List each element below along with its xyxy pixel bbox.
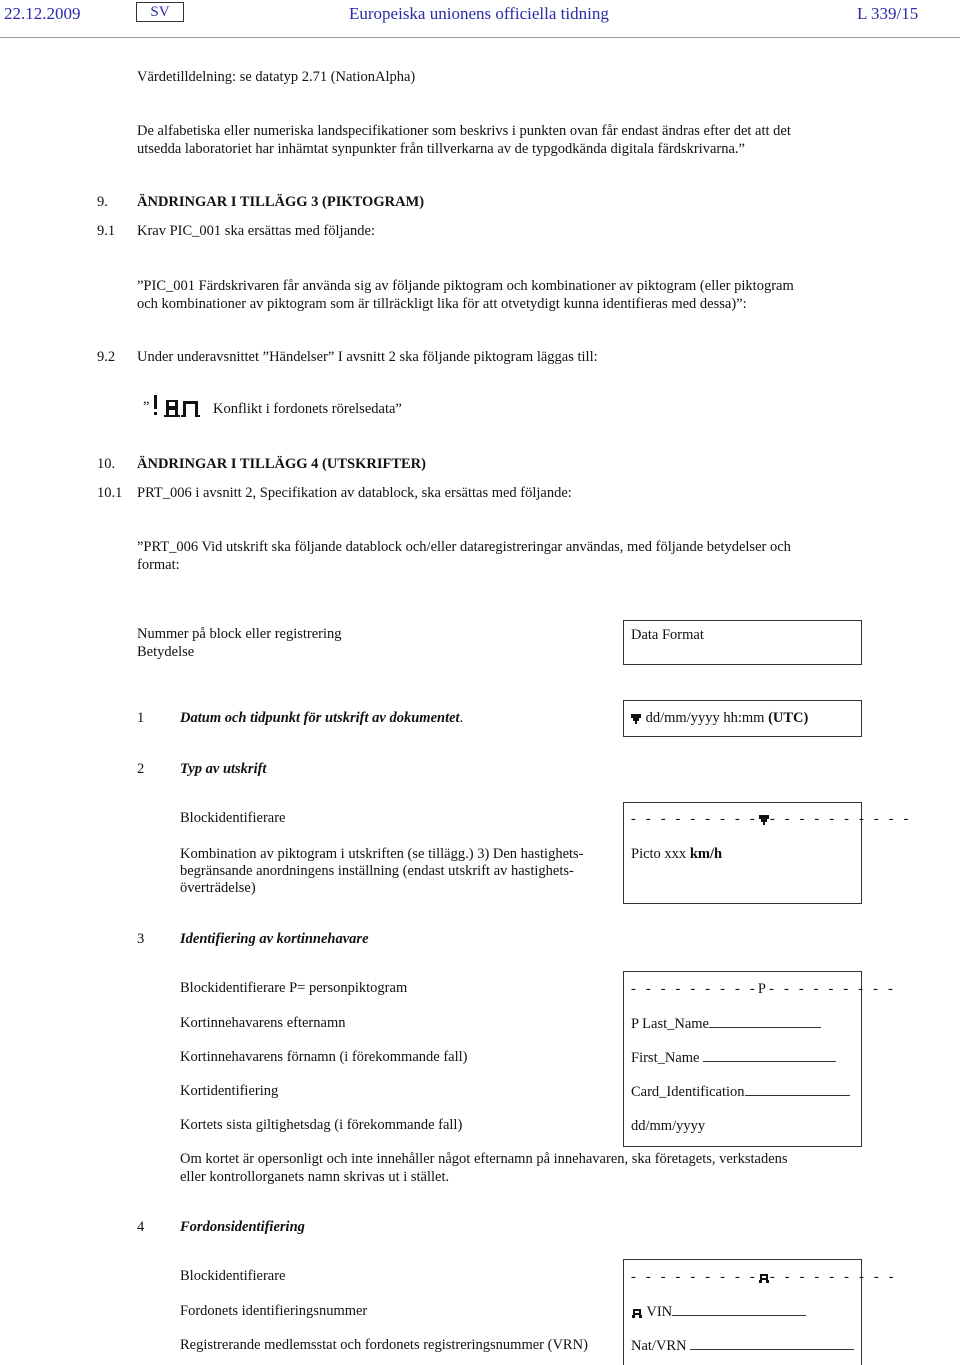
block-4-format-box <box>623 1259 897 1365</box>
block-2-dash-line <box>631 810 912 828</box>
pic001-line-2: och kombinationer av piktogram som är tillräckligt lika för att otvetydigt kunna identifieras med dessa)”: <box>137 296 747 312</box>
block-3-row-format: Card_Identification <box>631 1084 745 1100</box>
block-2-row-2-line-3: överträdelse) <box>180 880 256 896</box>
block-2-row-1-label: Blockidentifierare <box>180 810 286 826</box>
value-assignment: Värdetilldelning: se datatyp 2.71 (NationAlpha) <box>137 69 416 85</box>
section-9-1-number: 9.1 <box>97 223 116 239</box>
block-3-format-box <box>623 971 896 1147</box>
block-1-title-end: . <box>459 710 464 726</box>
prt006-line-1: ”PRT_006 Vid utskrift ska följande datablock och/eller dataregistreringar användas, med följande betydelser och <box>137 539 791 555</box>
header-date: 22.12.2009 <box>4 4 81 23</box>
section-9-1-text: Krav PIC_001 ska ersättas med följande: <box>137 223 375 239</box>
section-10-1-number: 10.1 <box>97 485 123 501</box>
block-4-format-line <box>631 1303 806 1321</box>
block-3-title: Identifiering av kortinnehavare <box>180 931 369 947</box>
section-9-2-number: 9.2 <box>97 349 116 365</box>
block-4-vin-format: VIN <box>646 1304 673 1320</box>
block-3-row-format: - - - - - - - - -P- - - - - - - - - <box>631 981 896 997</box>
block-4-dash-line <box>631 1268 897 1286</box>
printer-pictogram-icon <box>758 814 770 826</box>
header-divider <box>0 37 960 38</box>
block-3-format-line <box>631 1049 836 1067</box>
block-4-title: Fordonsidentifiering <box>180 1219 305 1235</box>
block-4-row-1-label: Blockidentifierare <box>180 1268 286 1284</box>
block-3-row-format: P Last_Name <box>631 1016 709 1032</box>
block-2-format-box <box>623 802 912 904</box>
block-2-format-line <box>631 845 722 863</box>
pictogram-description: Konflikt i fordonets rörelsedata” <box>213 401 402 417</box>
intro-paragraph-line-1: De alfabetiska eller numeriska landspecifikationer som beskrivs i punkten ovan får endast ändras efter det att det <box>137 123 791 139</box>
block-3-row-label: Kortets sista giltighetsdag (i förekommande fall) <box>180 1117 463 1133</box>
block-4-format-line <box>631 1337 854 1355</box>
page-reference: L 339/15 <box>857 4 919 23</box>
section-9-number: 9. <box>97 194 108 210</box>
block-3-row-label: Kortidentifiering <box>180 1083 279 1099</box>
block-2-format-unit: km/h <box>689 846 723 862</box>
block-1-format-line <box>630 709 808 727</box>
block-2-number: 2 <box>137 761 145 777</box>
block-3-note-line-1: Om kortet är opersonligt och inte innehåller något efternamn på innehavaren, ska företagets, verkstadens <box>180 1151 788 1167</box>
block-4-dashes-left: - - - - - - - - - <box>631 1269 758 1285</box>
fill-line <box>672 1303 806 1316</box>
fill-line <box>709 1015 821 1028</box>
block-3-row-label: Kortinnehavarens efternamn <box>180 1015 346 1031</box>
fill-line <box>690 1337 854 1350</box>
block-2-title: Typ av utskrift <box>180 761 267 777</box>
block-4-row-2-label: Fordonets identifieringsnummer <box>180 1303 368 1319</box>
language-badge: SV <box>136 2 184 22</box>
intro-paragraph-line-2: utsedda laboratoriet har inhämtat synpunkter från tillverkarna av de typgodkända digitala färdskrivarna.” <box>137 141 745 157</box>
block-1-format-utc: (UTC) <box>768 710 809 726</box>
table-header-right: Data Format <box>631 627 704 643</box>
block-1-format-box <box>623 700 862 737</box>
block-3-row-format: dd/mm/yyyy <box>631 1118 706 1134</box>
pictogram-quote-open: ” <box>143 399 150 415</box>
block-3-note-line-2: eller kontrollorganets namn skrivas ut i stället. <box>180 1169 450 1185</box>
block-1-title-wrap <box>180 709 463 727</box>
prt006-line-2: format: <box>137 557 180 573</box>
table-header-format-box <box>623 620 862 665</box>
section-9-title: ÄNDRINGAR I TILLÄGG 3 (PIKTOGRAM) <box>137 194 425 210</box>
block-2-dashes-left: - - - - - - - - - <box>631 811 758 827</box>
block-2-row-2-line-2: begränsande anordningens inställning (endast utskrift av hastighets- <box>180 863 574 879</box>
block-3-format-line <box>631 1083 850 1101</box>
table-header-left-line-2: Betydelse <box>137 644 195 660</box>
block-3-row-label: Blockidentifierare P= personpiktogram <box>180 980 408 996</box>
pic001-line-1: ”PIC_001 Färdskrivaren får använda sig av följande piktogram och kombinationer av piktogram (eller piktogram <box>137 278 794 294</box>
block-2-row-2-line-1: Kombination av piktogram i utskriften (se tillägg.) 3) Den hastighets- <box>180 846 584 862</box>
block-1-title: Datum och tidpunkt för utskrift av dokumentet <box>180 710 460 726</box>
block-2-dashes-right: - - - - - - - - - - <box>769 811 912 827</box>
fill-line <box>745 1083 850 1096</box>
vehicle-pictogram-icon <box>758 1272 770 1284</box>
printer-pictogram-icon <box>630 713 642 725</box>
block-4-vrn-format: Nat/VRN <box>631 1338 687 1354</box>
block-3-number: 3 <box>137 931 145 947</box>
section-10-title: ÄNDRINGAR I TILLÄGG 4 (UTSKRIFTER) <box>137 456 426 472</box>
block-4-dashes-right: - - - - - - - - - <box>769 1269 897 1285</box>
block-1-number: 1 <box>137 710 145 726</box>
journal-title: Europeiska unionens officiella tidning <box>349 4 609 23</box>
section-9-2-text: Under underavsnittet ”Händelser” I avsnitt 2 ska följande piktogram läggas till: <box>137 349 598 365</box>
vehicle-pictogram-icon <box>631 1307 643 1319</box>
block-4-number: 4 <box>137 1219 145 1235</box>
block-3-format-line <box>631 1015 821 1033</box>
block-3-row-format: First_Name <box>631 1050 700 1066</box>
block-1-format: dd/mm/yyyy hh:mm <box>645 710 765 726</box>
block-2-format: Picto xxx <box>631 846 687 862</box>
block-3-row-label: Kortinnehavarens förnamn (i förekommande fall) <box>180 1049 468 1065</box>
table-header-left-line-1: Nummer på block eller registrering <box>137 626 342 642</box>
section-10-1-text: PRT_006 i avsnitt 2, Specifikation av datablock, ska ersättas med följande: <box>137 485 572 501</box>
fill-line <box>703 1049 836 1062</box>
conflict-vehicle-motion-pictogram-icon <box>150 392 206 420</box>
section-10-number: 10. <box>97 456 116 472</box>
block-4-row-3-label: Registrerande medlemsstat och fordonets registreringsnummer (VRN) <box>180 1337 588 1353</box>
